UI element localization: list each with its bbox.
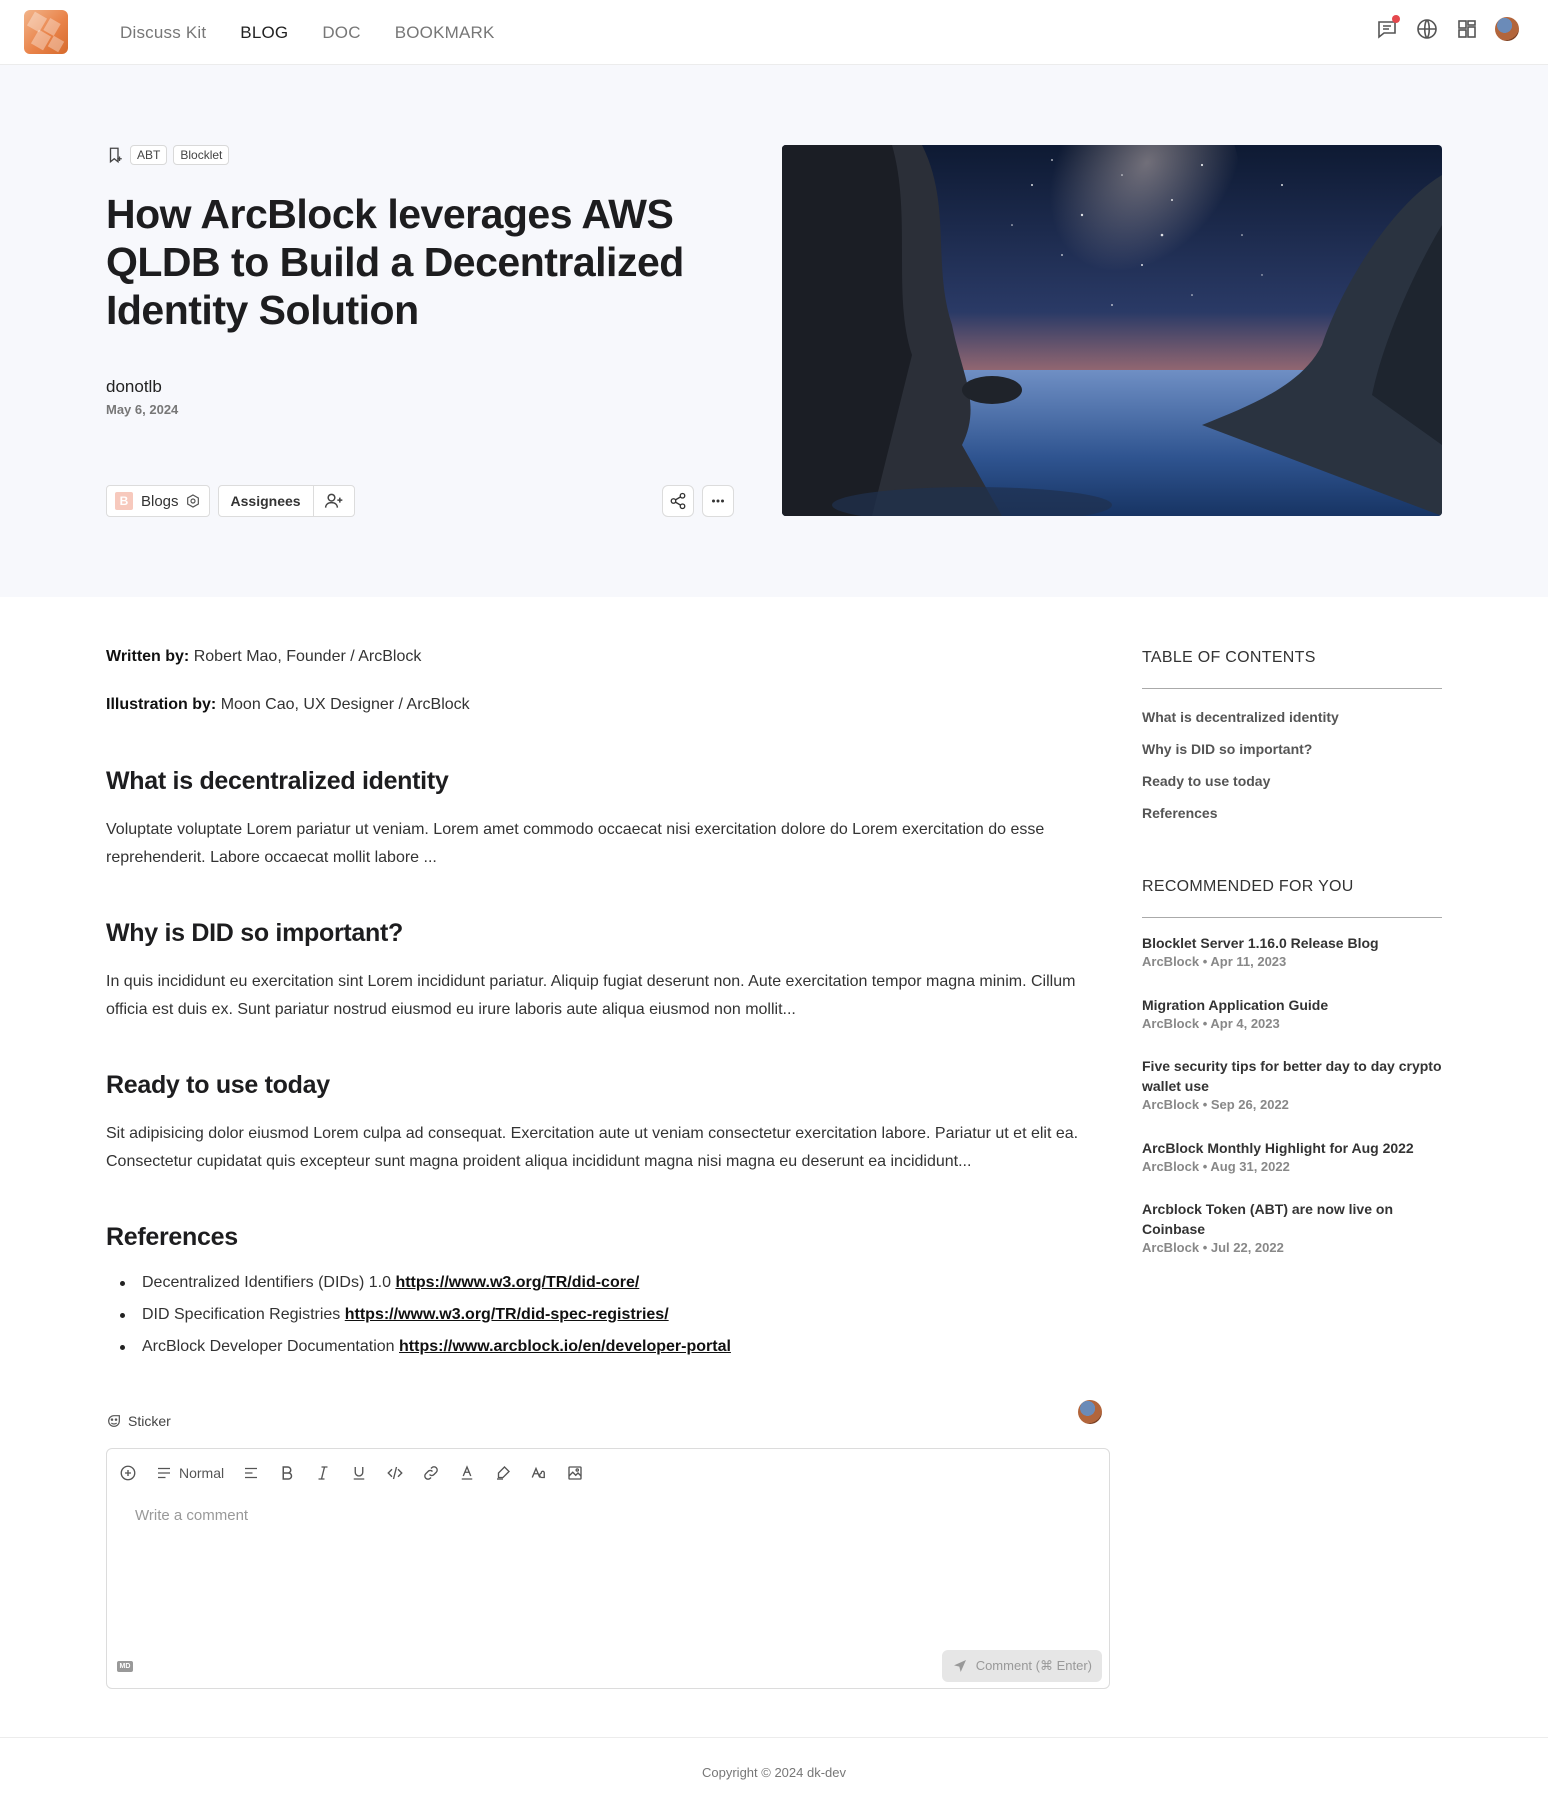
written-by-label: Written by: bbox=[106, 648, 190, 665]
insert-block-icon[interactable] bbox=[119, 1461, 137, 1485]
copyright-text: Copyright © 2024 dk-dev bbox=[702, 1765, 846, 1780]
more-horizontal-icon bbox=[709, 492, 727, 510]
post-hero bbox=[0, 65, 1548, 597]
written-by bbox=[106, 648, 421, 666]
recommended-item-title: Migration Application Guide bbox=[1142, 997, 1329, 1013]
assignees-button[interactable]: Assignees bbox=[219, 486, 314, 516]
tag-blocklet[interactable]: Blocklet bbox=[173, 145, 229, 165]
toc-item[interactable]: What is decentralized identity bbox=[1142, 709, 1339, 725]
board-chip[interactable] bbox=[106, 485, 210, 517]
paragraph-icon bbox=[155, 1464, 173, 1482]
markdown-icon: MD bbox=[117, 1661, 133, 1672]
divider bbox=[1142, 688, 1442, 689]
bold-icon[interactable] bbox=[278, 1461, 296, 1485]
recommended-item-title: Blocklet Server 1.16.0 Release Blog bbox=[1142, 935, 1379, 951]
section-heading: Why is DID so important? bbox=[106, 919, 403, 947]
post-meta-actions bbox=[106, 485, 355, 517]
tag-abt[interactable]: ABT bbox=[130, 145, 167, 165]
apps-grid-icon[interactable] bbox=[1454, 16, 1480, 42]
user-avatar[interactable] bbox=[1494, 16, 1520, 42]
block-format-select[interactable] bbox=[155, 1461, 224, 1485]
nav-blog[interactable]: BLOG bbox=[240, 22, 289, 42]
illustration-by-value: Moon Cao, UX Designer / ArcBlock bbox=[220, 696, 470, 713]
comment-editor bbox=[106, 1448, 1110, 1689]
written-by-value: Robert Mao, Founder / ArcBlock bbox=[193, 648, 422, 665]
section-paragraph: Sit adipisicing dolor eiusmod Lorem culpa ad consequat. Exercitation aute ut veniam consectetur exercitation labore. Pariatur ut et elit ea. Consectetur cupidatat quis excepteur sunt magna proident aliqua incididunt magna nisi magna eu deserunt ea incididunt... bbox=[106, 1125, 1079, 1170]
notification-dot bbox=[1392, 15, 1400, 23]
nav-doc[interactable]: DOC bbox=[322, 22, 361, 42]
section-heading: Ready to use today bbox=[106, 1071, 330, 1099]
sticker-button[interactable] bbox=[106, 1413, 171, 1429]
recommended-title: RECOMMENDED FOR YOU bbox=[1142, 878, 1354, 895]
recommended-item-meta: ArcBlock • Sep 26, 2022 bbox=[1142, 1097, 1289, 1112]
top-bar bbox=[0, 0, 1548, 65]
recommended-item-meta: ArcBlock • Apr 11, 2023 bbox=[1142, 954, 1287, 969]
image-icon[interactable] bbox=[566, 1461, 584, 1485]
assignees-group bbox=[218, 485, 355, 517]
recommended-item-title: Arcblock Token (ABT) are now live on Coinbase bbox=[1142, 1201, 1394, 1237]
recommended-item[interactable] bbox=[1142, 933, 1442, 971]
globe-icon[interactable] bbox=[1414, 16, 1440, 42]
references-heading: References bbox=[106, 1223, 238, 1251]
block-format-label: Normal bbox=[179, 1465, 225, 1481]
nav-bookmark[interactable]: BOOKMARK bbox=[394, 22, 495, 42]
board-label: Blogs bbox=[141, 492, 179, 510]
reference-link[interactable]: https://www.w3.org/TR/did-core/ bbox=[395, 1274, 640, 1291]
list-item: ArcBlock Developer Documentation https://www.arcblock.io/en/developer-portal bbox=[106, 1331, 1111, 1363]
section-paragraph: Voluptate voluptate Lorem pariatur ut veniam. Lorem amet commodo occaecat nisi exercitation dolore do Lorem exercitation do esse reprehenderit. Labore occaecat mollit labore ... bbox=[106, 821, 1045, 866]
comment-input[interactable]: Write a comment bbox=[135, 1507, 249, 1524]
cover-image bbox=[782, 145, 1442, 516]
section-paragraph: In quis incididunt eu exercitation sint Lorem incididunt pariatur. Aliquip fugiat deserunt non. Aute exercitation tempor magna minim. Cillum officia est duis ex. Sunt pariatur nostrud eiusmod eu irure laboris aute aliqua eiusmod non mollit... bbox=[106, 973, 1076, 1018]
text-color-icon[interactable] bbox=[458, 1461, 476, 1485]
underline-icon[interactable] bbox=[350, 1461, 368, 1485]
comment-submit-button[interactable] bbox=[942, 1650, 1102, 1682]
toc-title: TABLE OF CONTENTS bbox=[1142, 649, 1316, 666]
board-settings-icon bbox=[185, 493, 201, 509]
recommended-item-title: ArcBlock Monthly Highlight for Aug 2022 bbox=[1142, 1140, 1414, 1156]
header-actions bbox=[1360, 16, 1520, 42]
send-icon bbox=[952, 1658, 968, 1674]
illustration-by-label: Illustration by: bbox=[106, 696, 217, 713]
reference-link[interactable]: https://www.arcblock.io/en/developer-portal bbox=[399, 1338, 731, 1355]
recommended-item-meta: ArcBlock • Apr 4, 2023 bbox=[1142, 1016, 1280, 1031]
reference-link[interactable]: https://www.w3.org/TR/did-spec-registries/ bbox=[344, 1306, 669, 1323]
sticker-icon bbox=[106, 1413, 122, 1429]
editor-toolbar bbox=[119, 1461, 602, 1485]
section-heading: What is decentralized identity bbox=[106, 767, 449, 795]
font-size-icon[interactable] bbox=[530, 1461, 548, 1485]
code-icon[interactable] bbox=[386, 1461, 404, 1485]
nav-discuss-kit[interactable]: Discuss Kit bbox=[120, 22, 207, 42]
share-button[interactable] bbox=[662, 485, 694, 517]
comment-submit-label: Comment (⌘ Enter) bbox=[975, 1658, 1092, 1673]
post-author[interactable]: donotlb bbox=[106, 377, 162, 396]
recommended-item-meta: ArcBlock • Aug 31, 2022 bbox=[1142, 1159, 1290, 1174]
bookmark-add-icon[interactable] bbox=[106, 146, 124, 164]
recommended-item[interactable] bbox=[1142, 1138, 1442, 1176]
site-logo[interactable] bbox=[24, 10, 68, 54]
link-icon[interactable] bbox=[422, 1461, 440, 1485]
recommended-item[interactable] bbox=[1142, 1056, 1442, 1114]
post-date: May 6, 2024 bbox=[106, 402, 179, 417]
share-icon bbox=[669, 492, 687, 510]
recommended-item[interactable] bbox=[1142, 1199, 1442, 1257]
toc-item[interactable]: Why is DID so important? bbox=[1142, 741, 1313, 757]
chat-icon[interactable] bbox=[1374, 16, 1400, 42]
tag-list bbox=[106, 145, 229, 165]
highlight-icon[interactable] bbox=[494, 1461, 512, 1485]
list-item: DID Specification Registries https://www.w3.org/TR/did-spec-registries/ bbox=[106, 1299, 1111, 1331]
sticker-label: Sticker bbox=[128, 1413, 171, 1429]
recommended-item[interactable] bbox=[1142, 995, 1442, 1033]
align-icon[interactable] bbox=[242, 1461, 260, 1485]
main-nav bbox=[120, 0, 529, 65]
more-options-button[interactable] bbox=[702, 485, 734, 517]
recommended-item-title: Five security tips for better day to day crypto wallet use bbox=[1142, 1058, 1442, 1094]
add-assignee-icon[interactable] bbox=[314, 491, 354, 511]
toc-item[interactable]: Ready to use today bbox=[1142, 773, 1271, 789]
board-initial: B bbox=[115, 492, 133, 510]
footer bbox=[0, 1737, 1548, 1806]
illustration-by bbox=[106, 696, 470, 714]
references-list bbox=[106, 1267, 1111, 1363]
list-item: Decentralized Identifiers (DIDs) 1.0 https://www.w3.org/TR/did-core/ bbox=[106, 1267, 1111, 1299]
recommended-item-meta: ArcBlock • Jul 22, 2022 bbox=[1142, 1240, 1284, 1255]
toc-item[interactable]: References bbox=[1142, 805, 1218, 821]
post-title: How ArcBlock leverages AWS QLDB to Build a Decentralized Identity Solution bbox=[106, 191, 684, 333]
commenter-avatar[interactable] bbox=[1078, 1400, 1102, 1424]
divider bbox=[1142, 917, 1442, 918]
italic-icon[interactable] bbox=[314, 1461, 332, 1485]
